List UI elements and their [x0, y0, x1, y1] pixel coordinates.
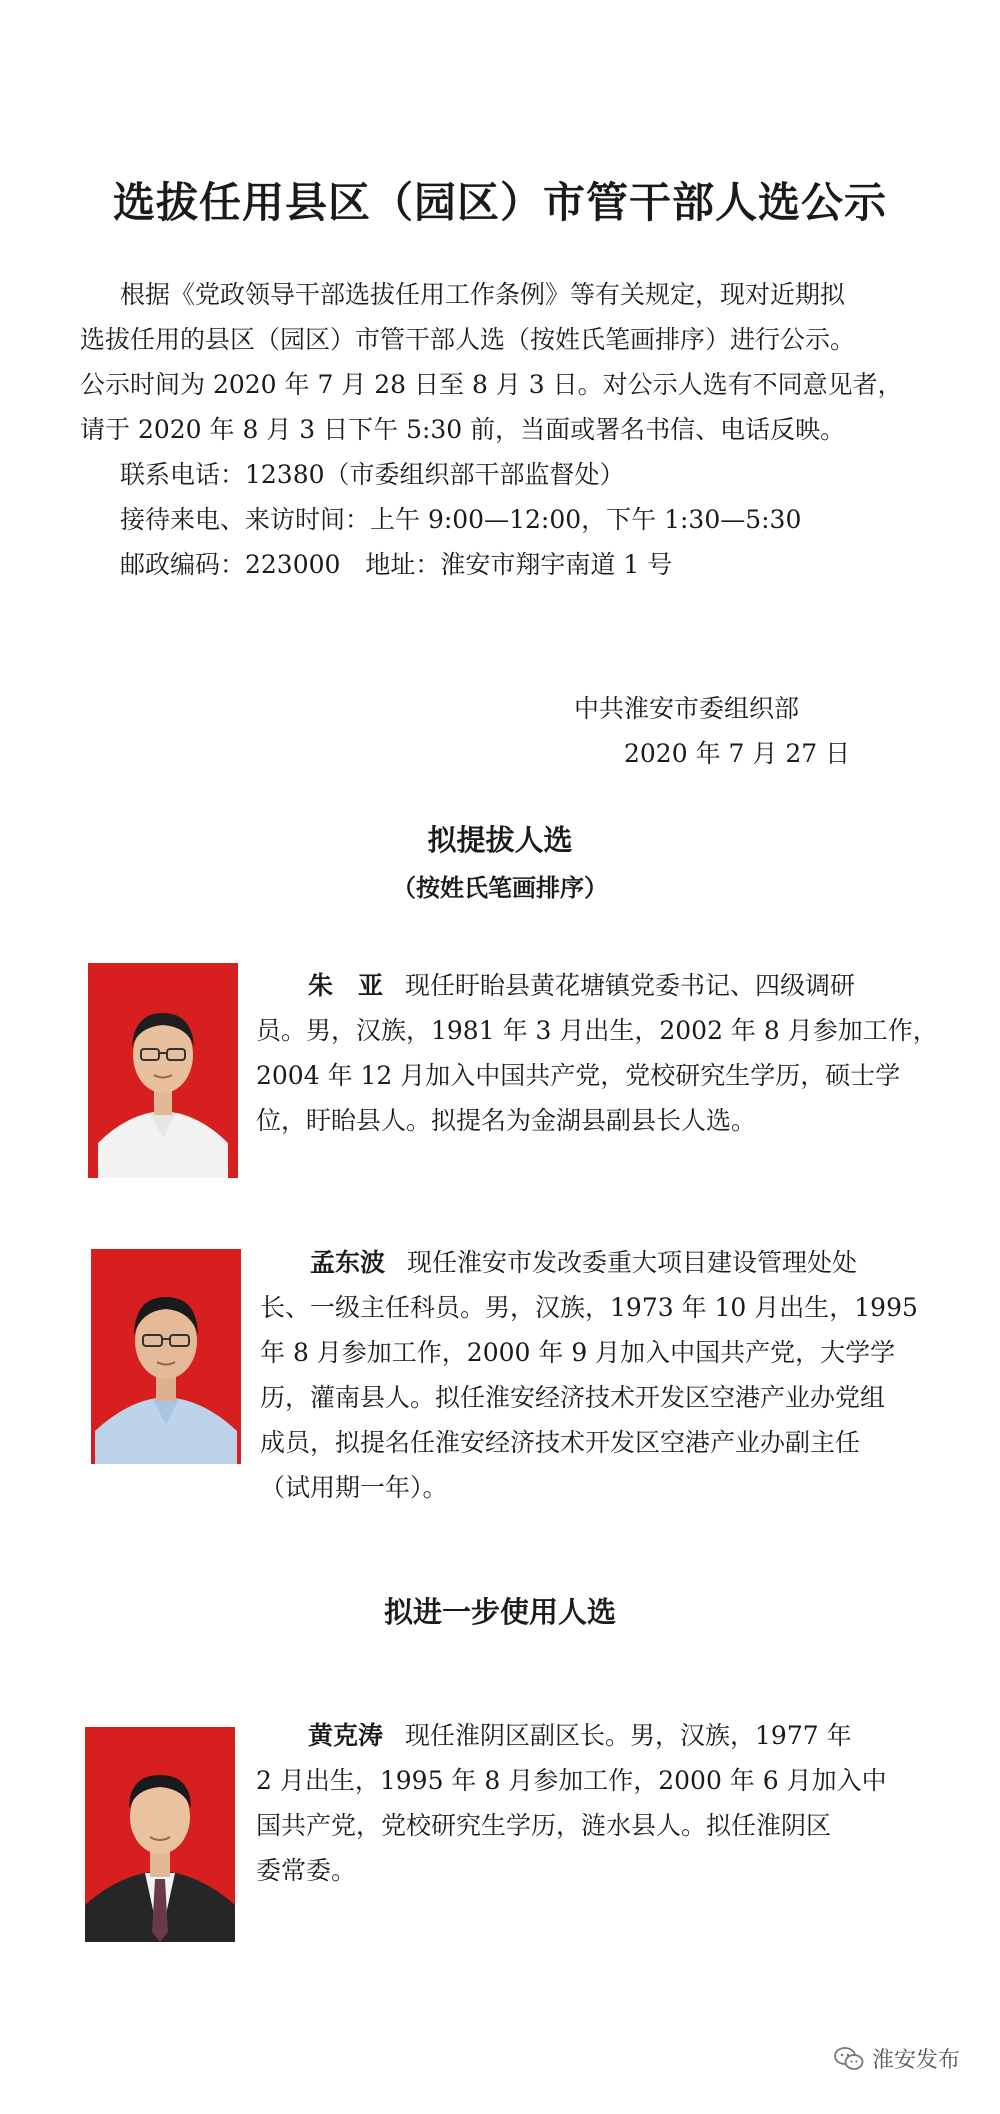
person-bio [260, 1240, 930, 1510]
bio-line: 成员，拟提名任淮安经济技术开发区空港产业办副主任 [260, 1428, 861, 1457]
bio-line: 现任淮安市发改委重大项目建设管理处处 [407, 1248, 858, 1277]
person-bio [256, 963, 938, 1143]
bio-line: 2004 年 12 月加入中国共产党，党校研究生学历，硕士学 [256, 1061, 901, 1090]
watermark [834, 2043, 960, 2074]
bio-line: 历，灌南县人。拟任淮安经济技术开发区空港产业办党组 [260, 1383, 886, 1412]
section-title-further-use: 拟进一步使用人选 [383, 1595, 616, 1629]
section-title-promotion: 拟提拔人选 [427, 823, 573, 857]
watermark-text: 淮安发布 [871, 2048, 960, 2073]
intro-line: 请于 2020 年 8 月 3 日下午 5:30 前，当面或署名书信、电话反映。 [80, 415, 846, 444]
signature-org: 中共淮安市委组织部 [574, 694, 800, 723]
contact-phone: 联系电话：12380（市委组织部干部监督处） [120, 460, 625, 489]
bio-line: 长、一级主任科员。男，汉族，1973 年 10 月出生，1995 [260, 1293, 918, 1322]
portrait-image [85, 1727, 235, 1942]
bio-line: 员。男，汉族，1981 年 3 月出生，2002 年 8 月参加工作， [256, 1016, 938, 1045]
contact-hours: 接待来电、来访时间：上午 9:00—12:00，下午 1:30—5:30 [120, 505, 802, 534]
person-name: 孟东波 [310, 1248, 386, 1277]
bio-line: 现任盱眙县黄花塘镇党委书记、四级调研 [405, 971, 856, 1000]
bio-line: 位，盱眙县人。拟提名为金湖县副县长人选。 [256, 1106, 757, 1135]
intro-line: 根据《党政领导干部选拔任用工作条例》等有关规定，现对近期拟 [120, 280, 846, 309]
person-name: 黄克涛 [308, 1721, 384, 1750]
section-subtitle: （按姓氏笔画排序） [392, 873, 608, 902]
person-photo [91, 1249, 241, 1464]
intro-line: 公示时间为 2020 年 7 月 28 日至 8 月 3 日。对公示人选有不同意见者， [80, 370, 903, 399]
wechat-icon [834, 2046, 864, 2072]
contact-address: 邮政编码：223000 地址：淮安市翔宇南道 1 号 [120, 550, 673, 579]
bio-line: 现任淮阴区副区长。男，汉族，1977 年 [405, 1721, 852, 1750]
person-photo [88, 963, 238, 1178]
bio-line: （试用期一年）。 [260, 1473, 448, 1502]
intro-line: 选拔任用的县区（园区）市管干部人选（按姓氏笔画排序）进行公示。 [80, 325, 856, 354]
portrait-image [88, 963, 238, 1178]
intro-paragraph [80, 272, 920, 587]
bio-line: 年 8 月参加工作，2000 年 9 月加入中国共产党，大学学 [260, 1338, 896, 1367]
person-photo [85, 1727, 235, 1942]
page-title: 选拔任用县区（园区）市管干部人选公示 [112, 178, 887, 227]
bio-line: 国共产党，党校研究生学历，涟水县人。拟任淮阴区 [256, 1811, 832, 1840]
bio-line: 2 月出生，1995 年 8 月参加工作，2000 年 6 月加入中 [256, 1766, 887, 1795]
person-name: 朱 亚 [308, 971, 384, 1000]
person-bio [256, 1713, 928, 1893]
bio-line: 委常委。 [256, 1856, 357, 1885]
portrait-image [91, 1249, 241, 1464]
signature-date: 2020 年 7 月 27 日 [624, 739, 851, 768]
